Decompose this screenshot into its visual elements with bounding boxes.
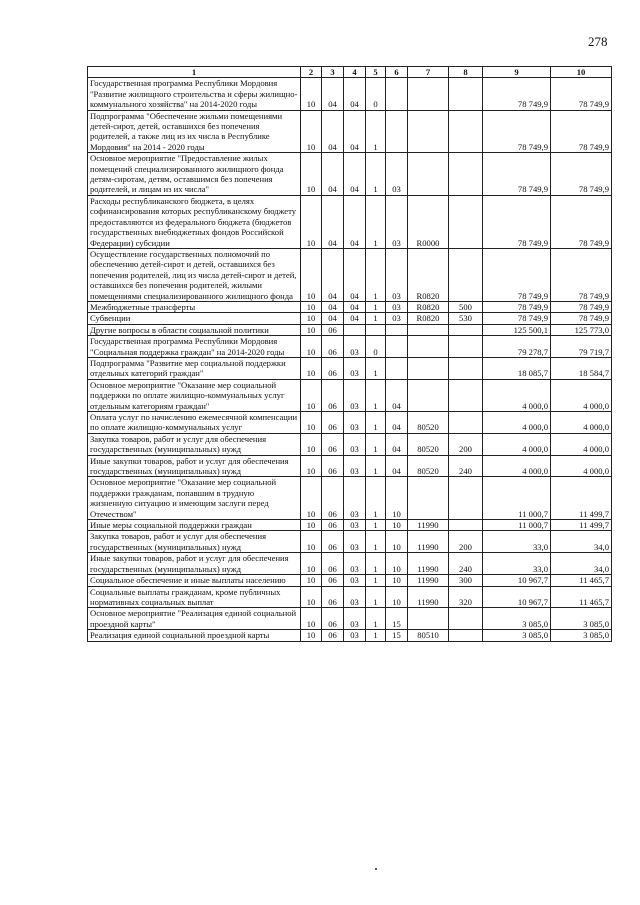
- expense-type-code: [449, 630, 483, 641]
- program-code: 04: [344, 313, 366, 324]
- amount-2020: 34,0: [551, 553, 612, 575]
- table-row: [88, 531, 612, 553]
- amount-2020: 3 085,0: [551, 630, 612, 641]
- subprogram-code: 1: [366, 477, 386, 520]
- row-name: Основное мероприятие "Реализация единой социальной проездной карты": [88, 608, 301, 630]
- row-name: Закупка товаров, работ и услуг для обеспечения государственных (муниципальных) нужд: [88, 433, 301, 455]
- row-name: Другие вопросы в области социальной политики: [88, 324, 301, 335]
- table-row: [88, 586, 612, 608]
- section-code: 10: [301, 520, 322, 531]
- subsection-code: 04: [322, 248, 344, 301]
- program-code: 04: [344, 195, 366, 248]
- row-name: Осуществление государственных полномочий по обеспечению детей-сирот и детей, оставшихся без попечения родителей, лиц из числа детей-сирот и детей, оставшихся без попечения родителей, жилыми помещениями специализированного жилищного фонда: [88, 248, 301, 301]
- subprogram-code: [366, 324, 386, 335]
- page-number: 278: [588, 34, 608, 49]
- section-code: 10: [301, 455, 322, 477]
- section-code: 10: [301, 336, 322, 358]
- direction-code: [408, 608, 449, 630]
- activity-code: 03: [386, 248, 408, 301]
- section-code: 10: [301, 195, 322, 248]
- amount-2020: 78 749,9: [551, 195, 612, 248]
- amount-2019: 78 749,9: [483, 248, 551, 301]
- column-header: 2: [301, 67, 322, 78]
- section-code: 10: [301, 575, 322, 586]
- program-code: 03: [344, 412, 366, 434]
- direction-code: [408, 357, 449, 379]
- column-header: 8: [449, 67, 483, 78]
- subsection-code: 06: [322, 433, 344, 455]
- section-code: 10: [301, 357, 322, 379]
- activity-code: [386, 357, 408, 379]
- section-code: 10: [301, 433, 322, 455]
- direction-code: [408, 153, 449, 196]
- section-code: 10: [301, 531, 322, 553]
- program-code: 03: [344, 586, 366, 608]
- direction-code: R0820: [408, 301, 449, 312]
- direction-code: 80520: [408, 455, 449, 477]
- activity-code: [386, 110, 408, 153]
- direction-code: 11990: [408, 531, 449, 553]
- amount-2019: 78 749,9: [483, 301, 551, 312]
- direction-code: [408, 379, 449, 411]
- amount-2020: 11 465,7: [551, 575, 612, 586]
- subprogram-code: 1: [366, 531, 386, 553]
- row-name: Основное мероприятие "Оказание мер социальной поддержки гражданам, попавшим в трудную жизненную ситуацию и имеющим заслуги перед Отечеством": [88, 477, 301, 520]
- direction-code: [408, 110, 449, 153]
- direction-code: 11990: [408, 520, 449, 531]
- subprogram-code: 1: [366, 586, 386, 608]
- activity-code: 10: [386, 520, 408, 531]
- subsection-code: 06: [322, 520, 344, 531]
- subprogram-code: 1: [366, 195, 386, 248]
- program-code: 04: [344, 248, 366, 301]
- expense-type-code: [449, 336, 483, 358]
- column-header: 1: [88, 67, 301, 78]
- row-name: Реализация единой социальной проездной карты: [88, 630, 301, 641]
- amount-2020: 78 749,9: [551, 78, 612, 110]
- table-row: [88, 195, 612, 248]
- expense-type-code: 240: [449, 455, 483, 477]
- amount-2020: 78 749,9: [551, 110, 612, 153]
- subsection-code: 06: [322, 553, 344, 575]
- column-header: 3: [322, 67, 344, 78]
- subprogram-code: 0: [366, 78, 386, 110]
- subsection-code: 06: [322, 575, 344, 586]
- expense-type-code: [449, 110, 483, 153]
- subsection-code: 06: [322, 586, 344, 608]
- budget-table: [87, 66, 612, 642]
- subprogram-code: 1: [366, 110, 386, 153]
- amount-2020: 4 000,0: [551, 455, 612, 477]
- section-code: 10: [301, 412, 322, 434]
- table-row: [88, 248, 612, 301]
- amount-2019: 18 085,7: [483, 357, 551, 379]
- program-code: 03: [344, 336, 366, 358]
- activity-code: 10: [386, 477, 408, 520]
- amount-2019: 4 000,0: [483, 379, 551, 411]
- amount-2019: 33,0: [483, 553, 551, 575]
- direction-code: 80520: [408, 412, 449, 434]
- subsection-code: 06: [322, 630, 344, 641]
- amount-2020: 4 000,0: [551, 433, 612, 455]
- table-row: [88, 153, 612, 196]
- table-row: [88, 110, 612, 153]
- subprogram-code: 1: [366, 433, 386, 455]
- direction-code: 80510: [408, 630, 449, 641]
- subprogram-code: 1: [366, 575, 386, 586]
- subsection-code: 04: [322, 78, 344, 110]
- table-row: [88, 477, 612, 520]
- program-code: 04: [344, 301, 366, 312]
- activity-code: [386, 336, 408, 358]
- expense-type-code: [449, 248, 483, 301]
- expense-type-code: [449, 608, 483, 630]
- subprogram-code: 1: [366, 357, 386, 379]
- amount-2019: 78 749,9: [483, 195, 551, 248]
- subprogram-code: 0: [366, 336, 386, 358]
- subsection-code: 04: [322, 153, 344, 196]
- table-row: [88, 78, 612, 110]
- direction-code: [408, 324, 449, 335]
- activity-code: 10: [386, 553, 408, 575]
- subsection-code: 06: [322, 412, 344, 434]
- activity-code: 10: [386, 575, 408, 586]
- program-code: 04: [344, 78, 366, 110]
- amount-2020: 11 465,7: [551, 586, 612, 608]
- amount-2020: 78 749,9: [551, 153, 612, 196]
- expense-type-code: [449, 195, 483, 248]
- activity-code: 03: [386, 153, 408, 196]
- subprogram-code: 1: [366, 379, 386, 411]
- table-row: [88, 608, 612, 630]
- expense-type-code: 530: [449, 313, 483, 324]
- section-code: 10: [301, 248, 322, 301]
- subprogram-code: 1: [366, 553, 386, 575]
- program-code: 03: [344, 433, 366, 455]
- program-code: 03: [344, 575, 366, 586]
- table-row: [88, 575, 612, 586]
- subsection-code: 04: [322, 110, 344, 153]
- column-header: 10: [551, 67, 612, 78]
- column-header: 7: [408, 67, 449, 78]
- activity-code: 03: [386, 313, 408, 324]
- amount-2019: 10 967,7: [483, 575, 551, 586]
- subprogram-code: 1: [366, 313, 386, 324]
- program-code: 03: [344, 608, 366, 630]
- row-name: Иные закупки товаров, работ и услуг для обеспечения государственных (муниципальных) нужд: [88, 553, 301, 575]
- direction-code: 80520: [408, 433, 449, 455]
- row-name: Иные меры социальной поддержки граждан: [88, 520, 301, 531]
- row-name: Социальные выплаты гражданам, кроме публичных нормативных социальных выплат: [88, 586, 301, 608]
- row-name: Государственная программа Республики Мордовия "Социальная поддержка граждан" на 2014-2020 годы: [88, 336, 301, 358]
- row-name: Оплата услуг по начислению ежемесячной компенсации по оплате жилищно-коммунальных услуг: [88, 412, 301, 434]
- activity-code: 04: [386, 455, 408, 477]
- section-code: 10: [301, 608, 322, 630]
- subsection-code: 06: [322, 357, 344, 379]
- table-row: [88, 412, 612, 434]
- section-code: 10: [301, 553, 322, 575]
- direction-code: 11990: [408, 586, 449, 608]
- activity-code: 10: [386, 586, 408, 608]
- row-name: Подпрограмма "Развитие мер социальной поддержки отдельных категорий граждан": [88, 357, 301, 379]
- activity-code: 03: [386, 195, 408, 248]
- table-row: [88, 313, 612, 324]
- amount-2020: 3 085,0: [551, 608, 612, 630]
- table-row: [88, 301, 612, 312]
- row-name: Социальное обеспечение и иные выплаты населению: [88, 575, 301, 586]
- section-code: 10: [301, 110, 322, 153]
- section-code: 10: [301, 477, 322, 520]
- expense-type-code: [449, 412, 483, 434]
- amount-2020: 11 499,7: [551, 520, 612, 531]
- subsection-code: 06: [322, 324, 344, 335]
- program-code: 04: [344, 153, 366, 196]
- subprogram-code: 1: [366, 630, 386, 641]
- activity-code: 15: [386, 608, 408, 630]
- direction-code: R0000: [408, 195, 449, 248]
- expense-type-code: [449, 324, 483, 335]
- expense-type-code: 320: [449, 586, 483, 608]
- table-header-row: [88, 67, 612, 78]
- amount-2019: 78 749,9: [483, 313, 551, 324]
- direction-code: 11990: [408, 575, 449, 586]
- subsection-code: 06: [322, 531, 344, 553]
- section-code: 10: [301, 379, 322, 411]
- section-code: 10: [301, 153, 322, 196]
- column-header: 9: [483, 67, 551, 78]
- expense-type-code: [449, 78, 483, 110]
- subsection-code: 06: [322, 455, 344, 477]
- row-name: Субвенции: [88, 313, 301, 324]
- direction-code: [408, 336, 449, 358]
- subprogram-code: 1: [366, 455, 386, 477]
- subprogram-code: 1: [366, 248, 386, 301]
- subprogram-code: 1: [366, 301, 386, 312]
- amount-2020: 78 749,9: [551, 301, 612, 312]
- row-name: Основное мероприятие "Оказание мер социальной поддержки по оплате жилищно-коммунальных услуг отдельным категориям граждан": [88, 379, 301, 411]
- expense-type-code: [449, 520, 483, 531]
- expense-type-code: 200: [449, 531, 483, 553]
- expense-type-code: [449, 357, 483, 379]
- amount-2019: 4 000,0: [483, 433, 551, 455]
- table-row: [88, 553, 612, 575]
- table-row: [88, 520, 612, 531]
- section-code: 10: [301, 78, 322, 110]
- subsection-code: 04: [322, 301, 344, 312]
- amount-2020: 11 499,7: [551, 477, 612, 520]
- table-row: [88, 433, 612, 455]
- expense-type-code: [449, 477, 483, 520]
- activity-code: 10: [386, 531, 408, 553]
- activity-code: [386, 324, 408, 335]
- subsection-code: 04: [322, 313, 344, 324]
- direction-code: [408, 78, 449, 110]
- direction-code: R0820: [408, 248, 449, 301]
- row-name: Расходы республиканского бюджета, в целях софинансирования которых республиканскому бюджету предоставляются из федерального бюджета (бюджетов государственных внебюджетных фондов Российской Федерации) субсидии: [88, 195, 301, 248]
- program-code: 03: [344, 553, 366, 575]
- amount-2019: 4 000,0: [483, 412, 551, 434]
- subprogram-code: 1: [366, 412, 386, 434]
- program-code: 03: [344, 630, 366, 641]
- amount-2019: 3 085,0: [483, 630, 551, 641]
- table-row: [88, 357, 612, 379]
- row-name: Межбюджетные трансферты: [88, 301, 301, 312]
- table-row: [88, 336, 612, 358]
- amount-2019: 125 500,1: [483, 324, 551, 335]
- column-header: 5: [366, 67, 386, 78]
- activity-code: 04: [386, 379, 408, 411]
- table-row: [88, 455, 612, 477]
- amount-2019: 78 749,9: [483, 110, 551, 153]
- amount-2020: 34,0: [551, 531, 612, 553]
- column-header: 4: [344, 67, 366, 78]
- subprogram-code: 1: [366, 520, 386, 531]
- table-row: [88, 630, 612, 641]
- amount-2019: 11 000,7: [483, 477, 551, 520]
- program-code: 03: [344, 520, 366, 531]
- amount-2020: 18 584,7: [551, 357, 612, 379]
- amount-2020: 78 749,9: [551, 248, 612, 301]
- subsection-code: 04: [322, 195, 344, 248]
- activity-code: 04: [386, 412, 408, 434]
- direction-code: [408, 477, 449, 520]
- subsection-code: 06: [322, 477, 344, 520]
- amount-2019: 3 085,0: [483, 608, 551, 630]
- section-code: 10: [301, 586, 322, 608]
- amount-2020: 78 749,9: [551, 313, 612, 324]
- subprogram-code: 1: [366, 153, 386, 196]
- amount-2019: 33,0: [483, 531, 551, 553]
- section-code: 10: [301, 324, 322, 335]
- row-name: Основное мероприятие "Предоставление жилых помещений специализированного жилищного фонда детям-сиротам, детям, оставшимся без попечения родителей, и лицам из их числа": [88, 153, 301, 196]
- program-code: [344, 324, 366, 335]
- activity-code: 04: [386, 433, 408, 455]
- activity-code: [386, 78, 408, 110]
- expense-type-code: 500: [449, 301, 483, 312]
- section-code: 10: [301, 313, 322, 324]
- row-name: Закупка товаров, работ и услуг для обеспечения государственных (муниципальных) нужд: [88, 531, 301, 553]
- amount-2019: 4 000,0: [483, 455, 551, 477]
- amount-2019: 79 278,7: [483, 336, 551, 358]
- row-name: Подпрограмма "Обеспечение жильми помещениями детей-сирот, детей, оставшихся без попечения родителей, а также лиц из их числа в Республике Мордовия" на 2014 - 2020 годы: [88, 110, 301, 153]
- amount-2019: 10 967,7: [483, 586, 551, 608]
- direction-code: R0820: [408, 313, 449, 324]
- expense-type-code: [449, 379, 483, 411]
- program-code: 03: [344, 357, 366, 379]
- section-code: 10: [301, 630, 322, 641]
- table-row: [88, 379, 612, 411]
- subsection-code: 06: [322, 379, 344, 411]
- amount-2019: 78 749,9: [483, 153, 551, 196]
- amount-2020: 4 000,0: [551, 379, 612, 411]
- program-code: 04: [344, 110, 366, 153]
- program-code: 03: [344, 379, 366, 411]
- program-code: 03: [344, 531, 366, 553]
- expense-type-code: 200: [449, 433, 483, 455]
- activity-code: 15: [386, 630, 408, 641]
- subsection-code: 06: [322, 336, 344, 358]
- program-code: 03: [344, 477, 366, 520]
- amount-2020: 125 773,0: [551, 324, 612, 335]
- section-code: 10: [301, 301, 322, 312]
- row-name: Иные закупки товаров, работ и услуг для обеспечения государственных (муниципальных) нужд: [88, 455, 301, 477]
- amount-2019: 78 749,9: [483, 78, 551, 110]
- expense-type-code: 300: [449, 575, 483, 586]
- subprogram-code: 1: [366, 608, 386, 630]
- amount-2019: 11 000,7: [483, 520, 551, 531]
- subsection-code: 06: [322, 608, 344, 630]
- expense-type-code: [449, 153, 483, 196]
- expense-type-code: 240: [449, 553, 483, 575]
- scan-dot: [375, 868, 377, 870]
- program-code: 03: [344, 455, 366, 477]
- column-header: 6: [386, 67, 408, 78]
- amount-2020: 79 719,7: [551, 336, 612, 358]
- activity-code: 03: [386, 301, 408, 312]
- amount-2020: 4 000,0: [551, 412, 612, 434]
- direction-code: 11990: [408, 553, 449, 575]
- table-row: [88, 324, 612, 335]
- row-name: Государственная программа Республики Мордовия "Развитие жилищного строительства и сферы жилищно-коммунального хозяйства" на 2014-2020 годы: [88, 78, 301, 110]
